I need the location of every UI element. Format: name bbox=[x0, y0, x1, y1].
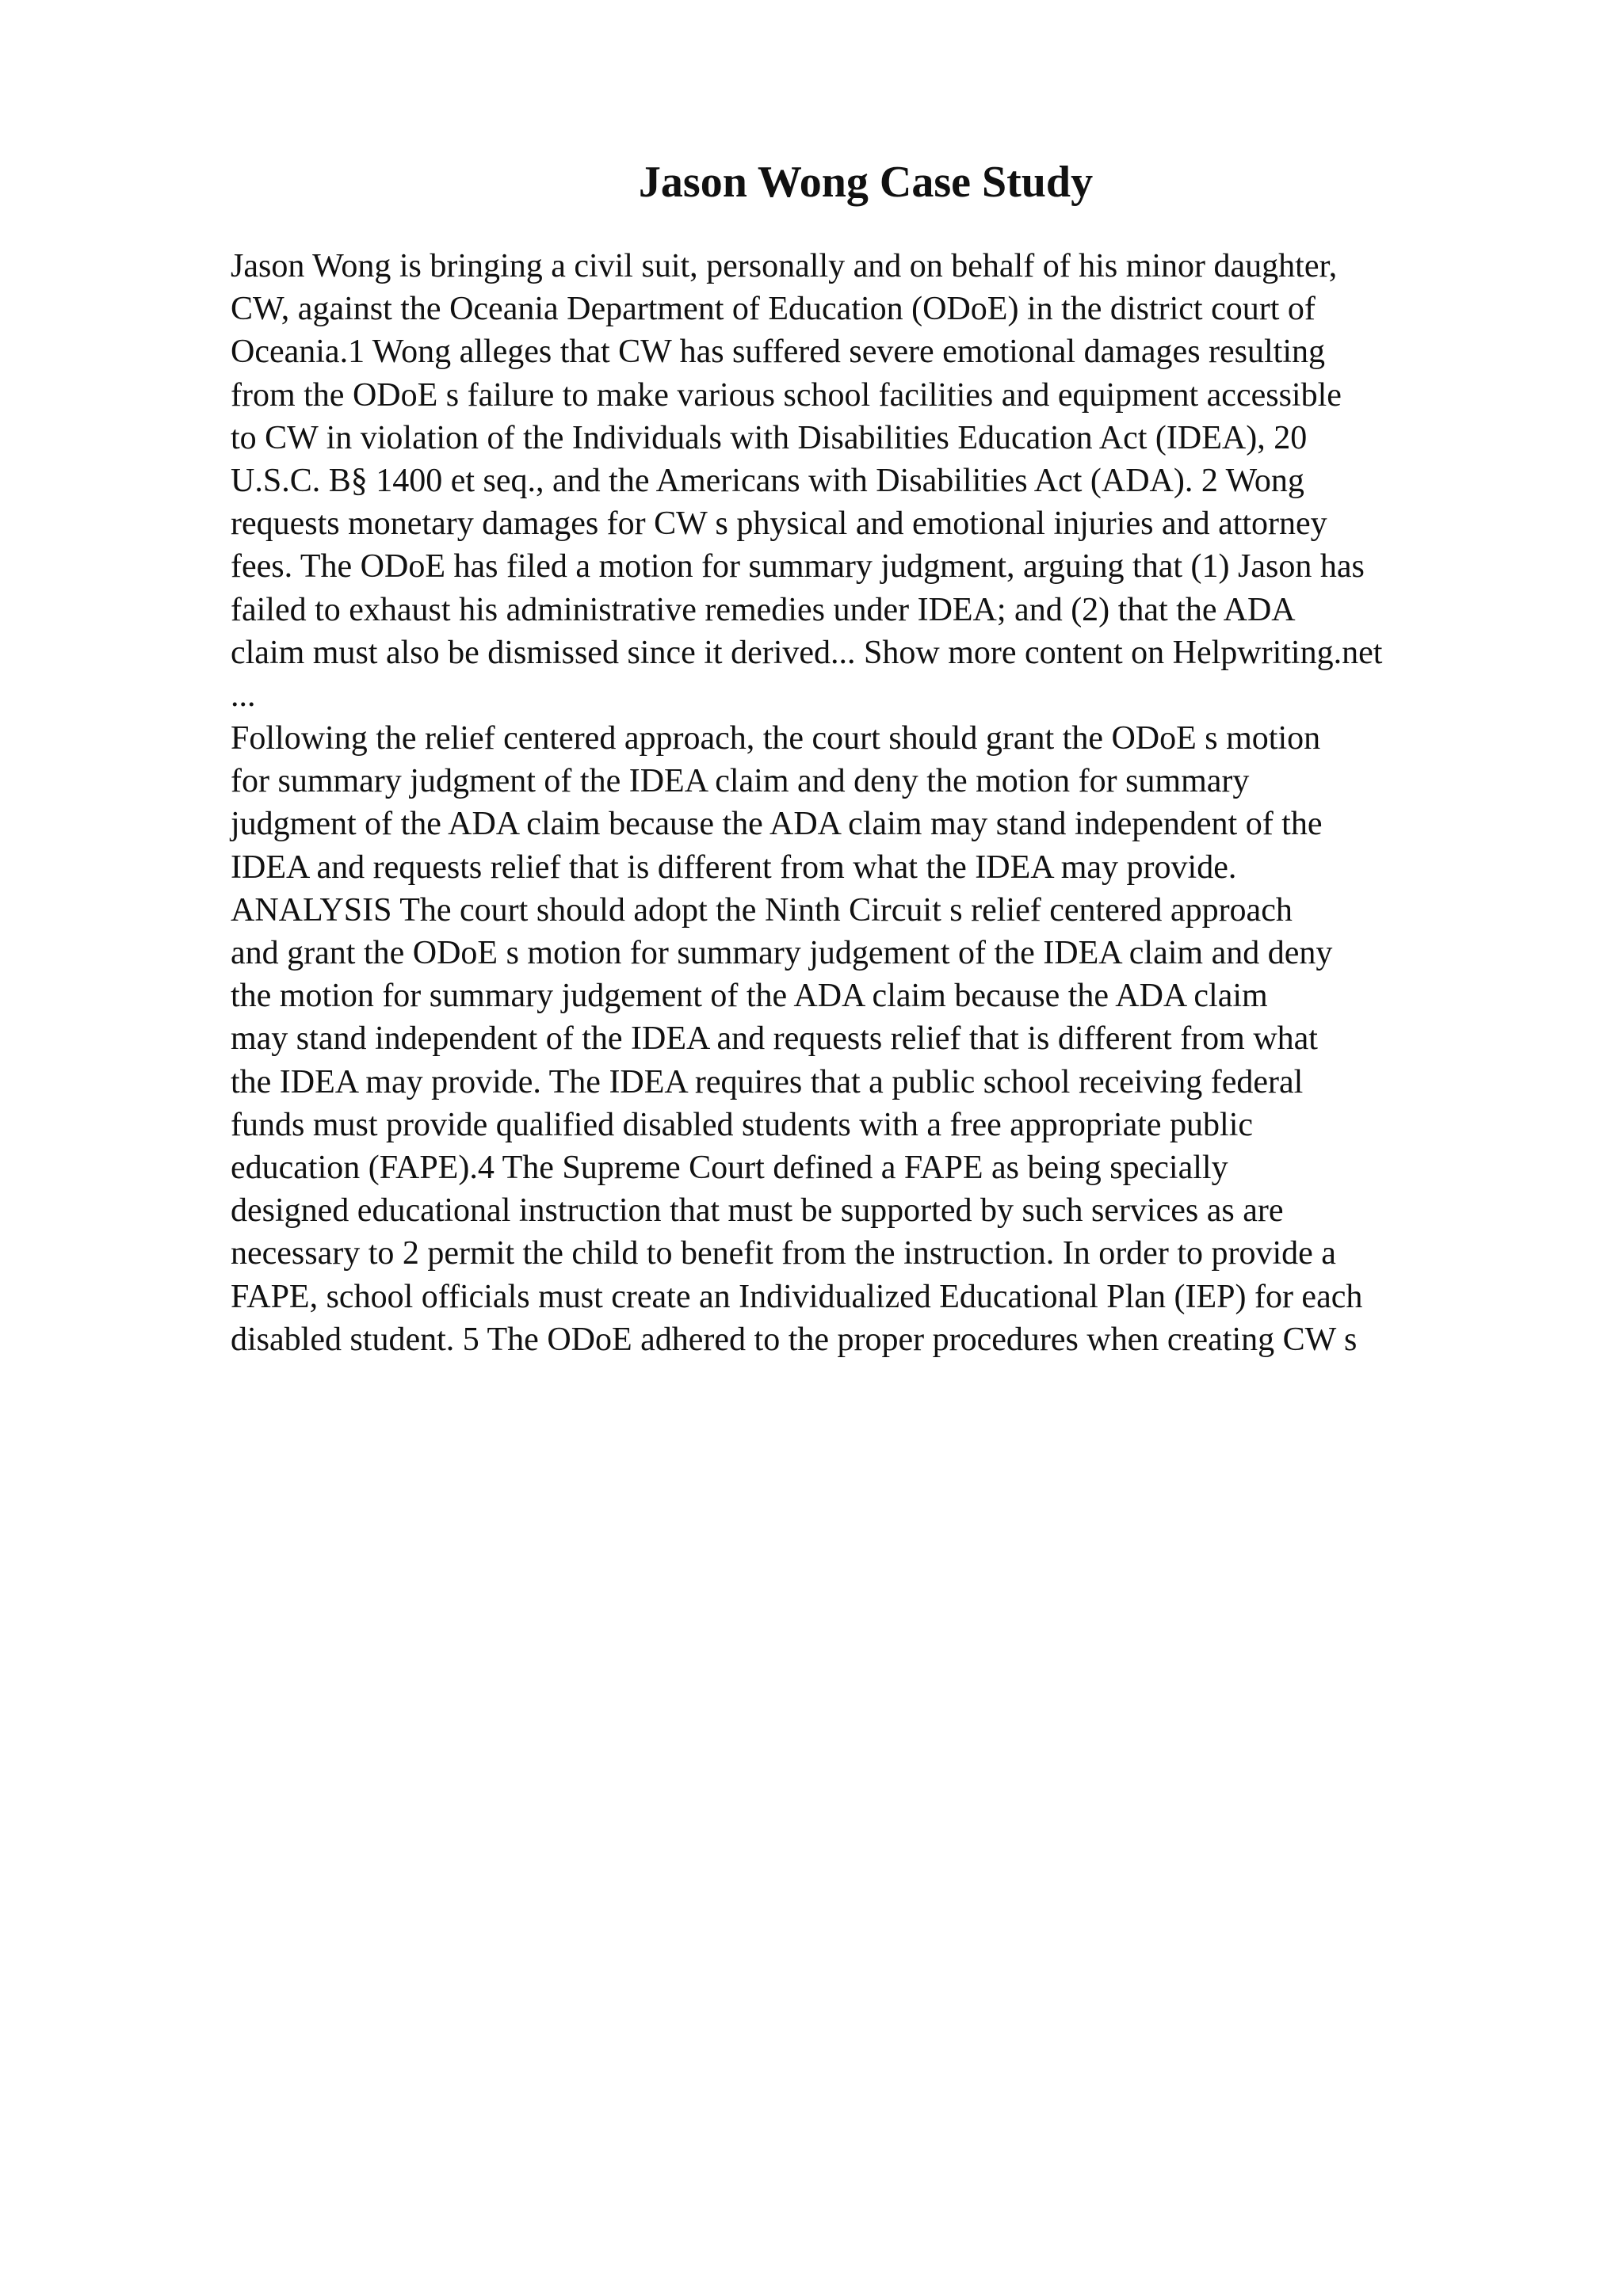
body-line: IDEA and requests relief that is different from what the IDEA may provide. bbox=[231, 849, 1237, 886]
body-line: funds must provide qualified disabled students with a free appropriate public bbox=[231, 1106, 1254, 1143]
body-line: judgment of the ADA claim because the ADA claim may stand independent of the bbox=[231, 806, 1323, 843]
body-line: may stand independent of the IDEA and requests relief that is different from what bbox=[231, 1020, 1318, 1058]
body-line: the motion for summary judgement of the ADA claim because the ADA claim bbox=[231, 978, 1268, 1015]
document-body bbox=[231, 245, 1594, 1361]
body-line: Jason Wong is bringing a civil suit, personally and on behalf of his minor daughter, bbox=[231, 248, 1338, 284]
document-title: Jason Wong Case Study bbox=[638, 158, 1094, 207]
body-line: designed educational instruction that must be supported by such services as are bbox=[231, 1192, 1284, 1230]
body-line: requests monetary damages for CW s physical and emotional injuries and attorney bbox=[231, 505, 1327, 543]
body-line: the IDEA may provide. The IDEA requires that a public school receiving federal bbox=[231, 1063, 1304, 1100]
body-line: necessary to 2 permit the child to benefit from the instruction. In order to provide a bbox=[231, 1235, 1336, 1272]
body-line: fees. The ODoE has filed a motion for summary judgment, arguing that (1) Jason has bbox=[231, 548, 1365, 585]
body-line: education (FAPE).4 The Supreme Court defined a FAPE as being specially bbox=[231, 1149, 1228, 1186]
body-line: ... bbox=[231, 677, 256, 714]
body-line: failed to exhaust his administrative remedies under IDEA; and (2) that the ADA bbox=[231, 591, 1296, 628]
body-line: from the ODoE s failure to make various school facilities and equipment accessible bbox=[231, 376, 1342, 414]
body-line: claim must also be dismissed since it derived... Show more content on Helpwriting.net bbox=[231, 634, 1383, 671]
body-line: for summary judgment of the IDEA claim and deny the motion for summary bbox=[231, 763, 1250, 800]
body-line: Oceania.1 Wong alleges that CW has suffered severe emotional damages resulting bbox=[231, 334, 1326, 371]
body-line: disabled student. 5 The ODoE adhered to the proper procedures when creating CW s bbox=[231, 1321, 1358, 1358]
body-line: FAPE, school officials must create an Individualized Educational Plan (IEP) for each bbox=[231, 1278, 1363, 1315]
body-line: U.S.C. B§ 1400 et seq., and the Americans with Disabilities Act (ADA). 2 Wong bbox=[231, 462, 1304, 499]
body-line: Following the relief centered approach, the court should grant the ODoE s motion bbox=[231, 720, 1321, 757]
body-line: to CW in violation of the Individuals with Disabilities Education Act (IDEA), 20 bbox=[231, 419, 1308, 456]
body-line: and grant the ODoE s motion for summary judgement of the IDEA claim and deny bbox=[231, 935, 1333, 971]
body-line: CW, against the Oceania Department of Education (ODoE) in the district court of bbox=[231, 291, 1316, 328]
body-line: ANALYSIS The court should adopt the Ninth Circuit s relief centered approach bbox=[231, 891, 1293, 929]
